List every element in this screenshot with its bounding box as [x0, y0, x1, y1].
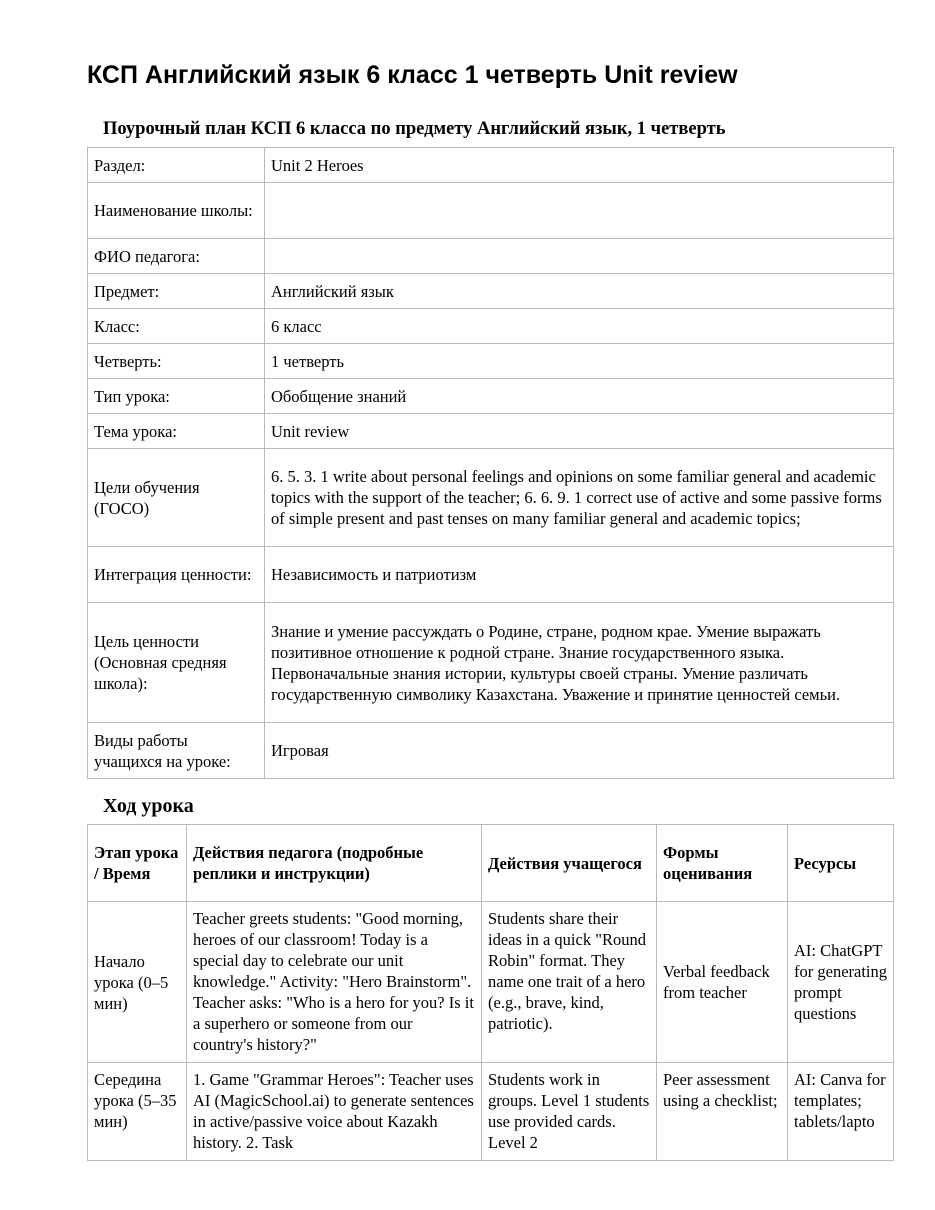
info-value: Игровая	[265, 723, 894, 779]
info-label: Виды работы учащихся на уроке:	[88, 723, 265, 779]
info-value: Английский язык	[265, 274, 894, 309]
lesson-progress-heading: Ход урока	[103, 795, 194, 817]
info-value: Unit 2 Heroes	[265, 148, 894, 183]
info-value: 6 класс	[265, 309, 894, 344]
teacher-actions-cell: 1. Game "Grammar Heroes": Teacher uses AI (MagicSchool.ai) to generate sentences in active/passive voice about Kazakh history. 2. Task	[187, 1063, 482, 1161]
assessment-cell: Peer assessment using a checklist;	[657, 1063, 788, 1161]
info-label: Класс:	[88, 309, 265, 344]
student-actions-cell: Students share their ideas in a quick "Round Robin" format. They name one trait of a hero (e.g., brave, kind, patriotic).	[482, 902, 657, 1063]
lesson-header-row	[88, 825, 894, 902]
info-value: Независимость и патриотизм	[265, 547, 894, 603]
info-label: Интеграция ценности:	[88, 547, 265, 603]
info-label: Четверть:	[88, 344, 265, 379]
info-label: ФИО педагога:	[88, 239, 265, 274]
column-header-stage: Этап урока / Время	[88, 825, 187, 902]
column-header-assessment: Формы оценивания	[657, 825, 788, 902]
plan-subtitle: Поурочный план КСП 6 класса по предмету Английский язык, 1 четверть	[103, 119, 726, 139]
column-header-teacher-actions: Действия педагога (подробные реплики и инструкции)	[187, 825, 482, 902]
info-label: Цели обучения (ГОСО)	[88, 449, 265, 547]
info-label: Наименование школы:	[88, 183, 265, 239]
document-title: КСП Английский язык 6 класс 1 четверть Unit review	[87, 61, 738, 89]
info-label: Цель ценности (Основная средняя школа):	[88, 603, 265, 723]
stage-cell: Середина урока (5–35 мин)	[88, 1063, 187, 1161]
info-label: Тип урока:	[88, 379, 265, 414]
info-label: Тема урока:	[88, 414, 265, 449]
lesson-row-middle	[88, 1063, 894, 1161]
resources-cell: AI: ChatGPT for generating prompt questions	[788, 902, 894, 1063]
column-header-resources: Ресурсы	[788, 825, 894, 902]
lesson-row-start	[88, 902, 894, 1063]
column-header-student-actions: Действия учащегося	[482, 825, 657, 902]
info-value: 1 четверть	[265, 344, 894, 379]
info-value: 6. 5. 3. 1 write about personal feelings and opinions on some familiar general and academic topics with the support of the teacher; 6. 6. 9. 1 correct use of active and some passive forms of simple present and past tenses on many familiar general and academic topics;	[265, 449, 894, 547]
info-value: Обобщение знаний	[265, 379, 894, 414]
info-label: Раздел:	[88, 148, 265, 183]
assessment-cell: Verbal feedback from teacher	[657, 902, 788, 1063]
info-value: Unit review	[265, 414, 894, 449]
student-actions-cell: Students work in groups. Level 1 students use provided cards. Level 2	[482, 1063, 657, 1161]
teacher-actions-cell: Teacher greets students: "Good morning, heroes of our classroom! Today is a special day to celebrate our unit knowledge." Activity: "Hero Brainstorm". Teacher asks: "Who is a hero for you? Is it a superhero or someone from our country's history?"	[187, 902, 482, 1063]
stage-cell: Начало урока (0–5 мин)	[88, 902, 187, 1063]
lesson-progress-table	[87, 824, 894, 1161]
resources-cell: AI: Canva for templates; tablets/lapto	[788, 1063, 894, 1161]
info-value: Знание и умение рассуждать о Родине, стране, родном крае. Умение выражать позитивное отношение к родной стране. Знание государственного языка. Первоначальные знания истории, культуры своей страны. Умение различать государственную символику Казахстана. Уважение и принятие ценностей семьи.	[265, 603, 894, 723]
info-label: Предмет:	[88, 274, 265, 309]
